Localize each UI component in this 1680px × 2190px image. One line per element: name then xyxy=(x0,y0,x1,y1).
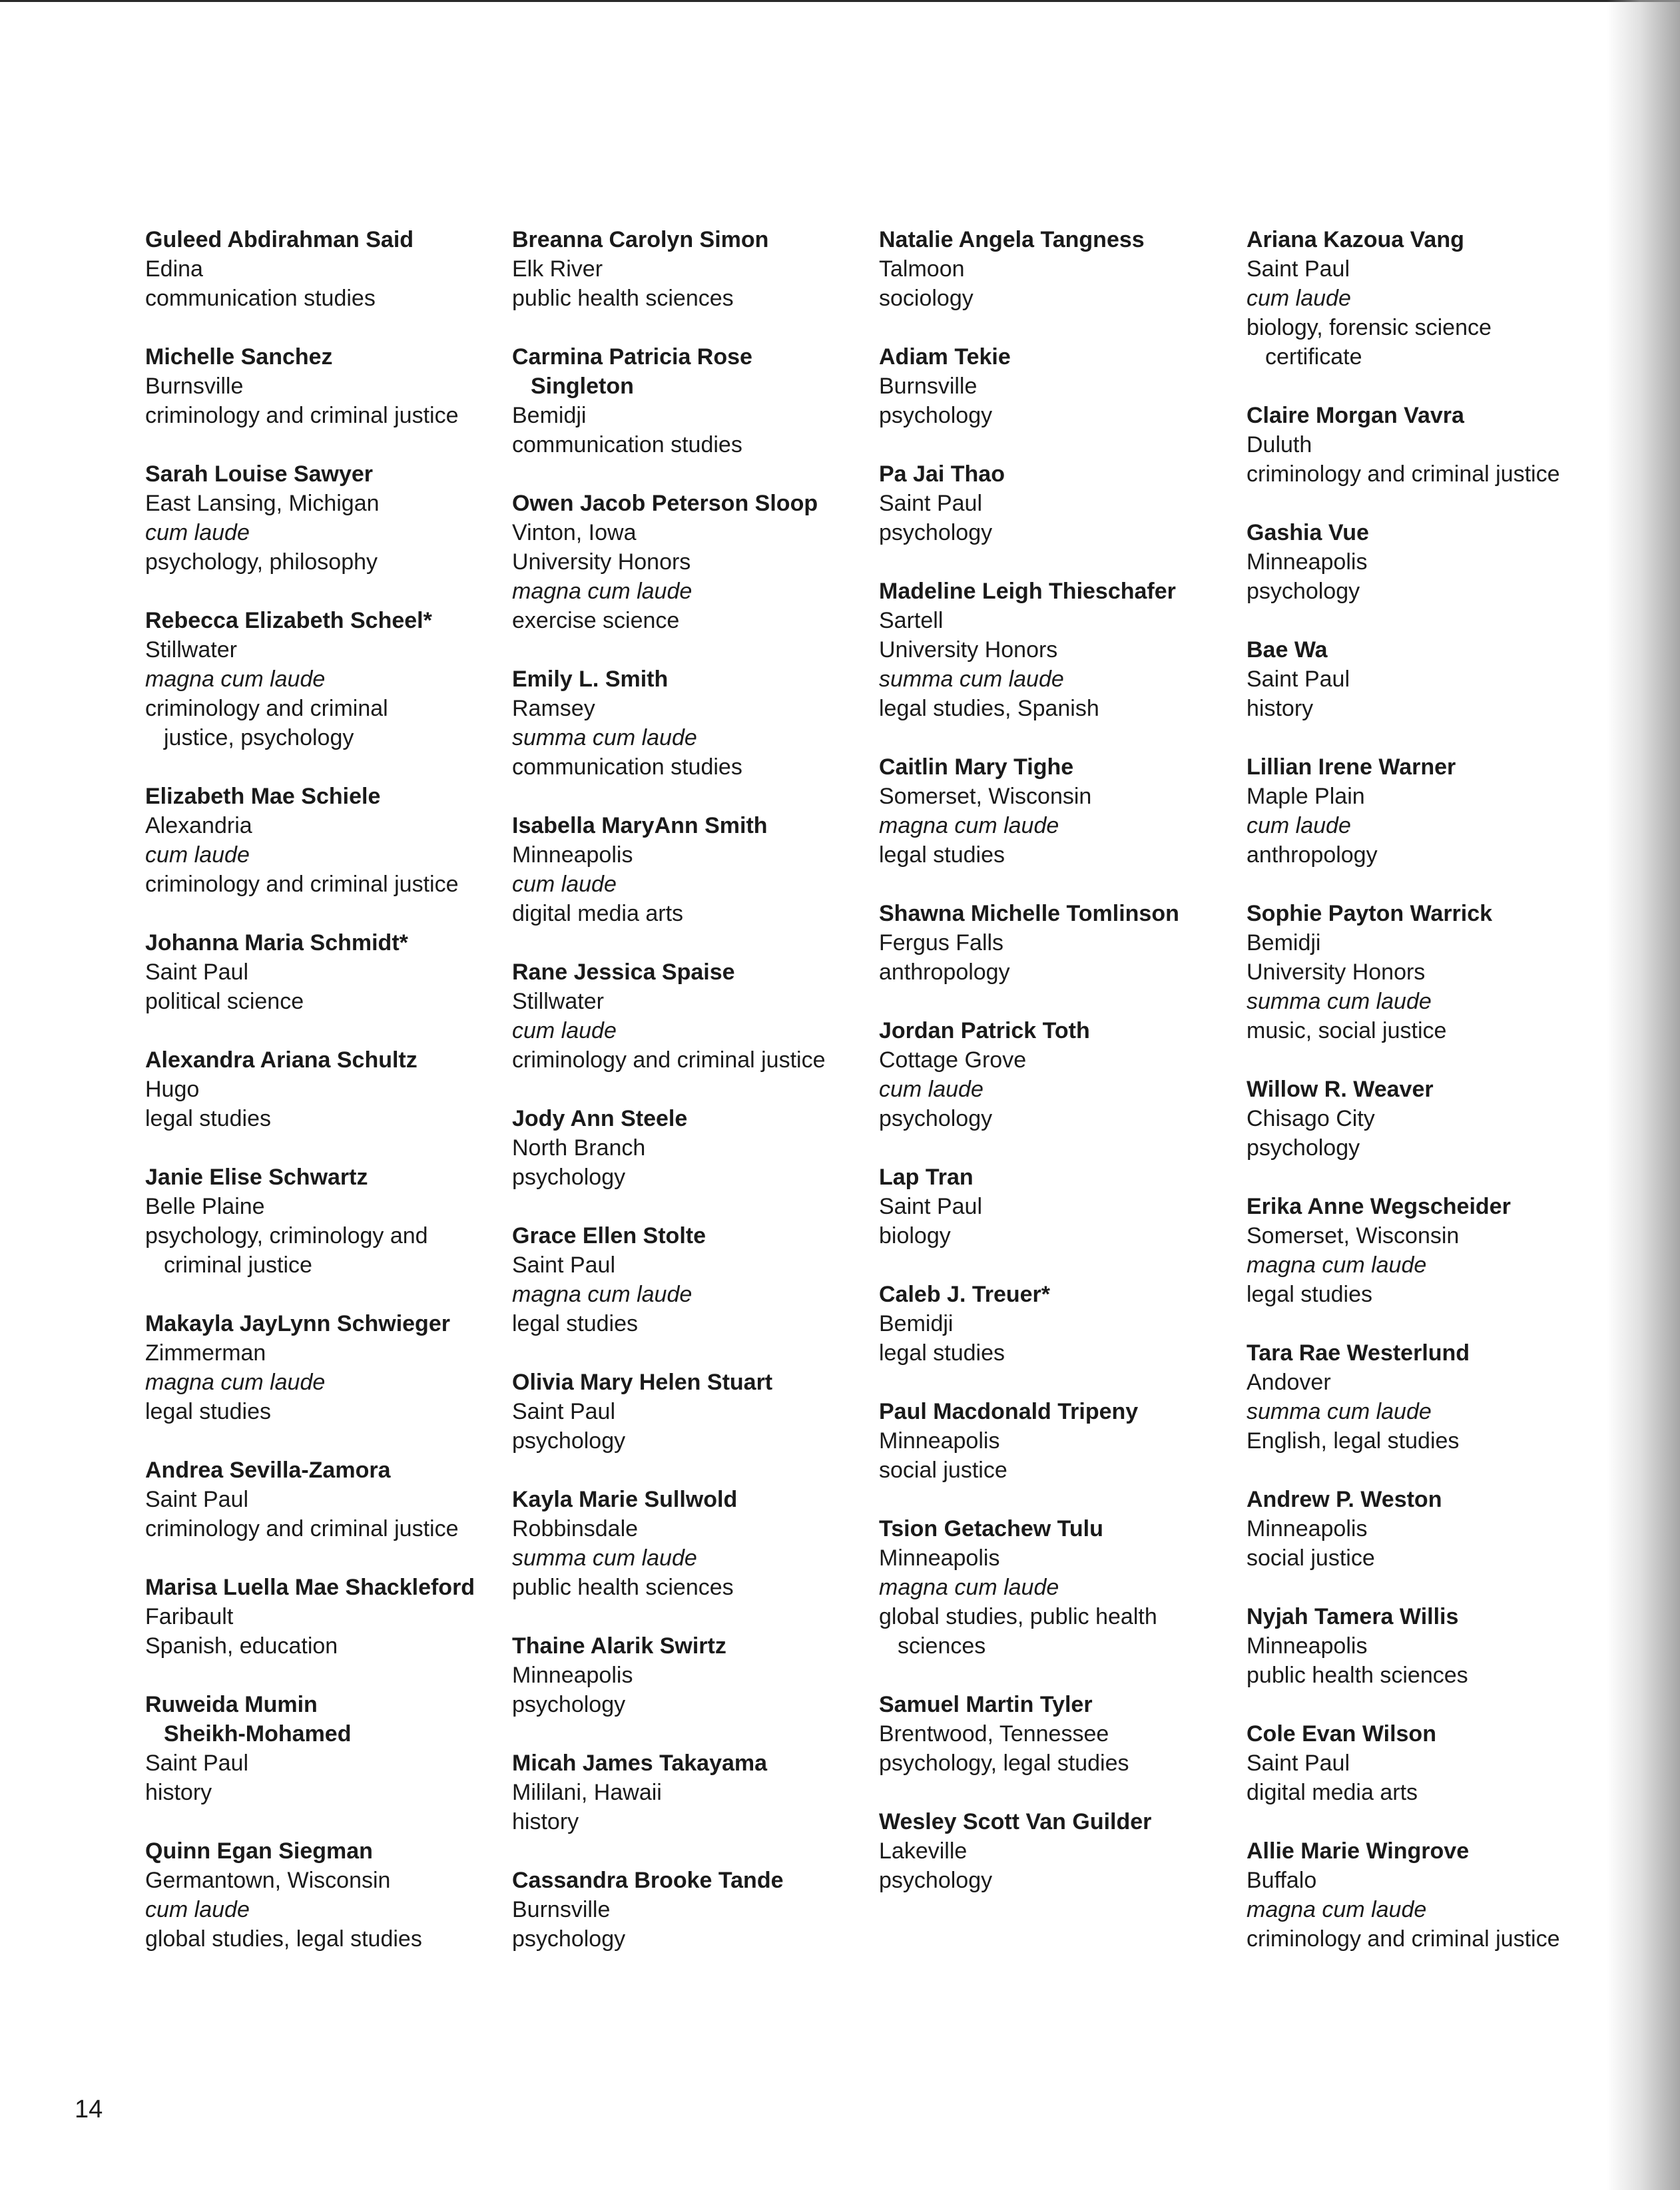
graduate-name: Jordan Patrick Toth xyxy=(879,1018,1090,1043)
graduate-major: public health sciences xyxy=(512,286,734,311)
graduate-name: Alexandra Ariana Schultz xyxy=(145,1047,418,1073)
graduate-name: Singleton xyxy=(531,374,634,399)
graduate-honor: magna cum laude xyxy=(145,1370,326,1395)
graduate-name: Wesley Scott Van Guilder xyxy=(879,1809,1152,1834)
graduate-name: Thaine Alarik Swirtz xyxy=(512,1633,726,1659)
graduate-name: Natalie Angela Tangness xyxy=(879,227,1145,252)
graduate-hometown: Burnsville xyxy=(512,1897,611,1922)
graduate-name: Cassandra Brooke Tande xyxy=(512,1868,784,1893)
graduate-hometown: Saint Paul xyxy=(879,1194,982,1219)
graduate-major: psychology, criminology and xyxy=(145,1223,428,1248)
graduate-honor: summa cum laude xyxy=(1247,1399,1432,1424)
graduate-name: Bae Wa xyxy=(1247,637,1328,663)
graduate-entry xyxy=(145,1836,518,1954)
graduate-name: Claire Morgan Vavra xyxy=(1247,403,1464,428)
graduate-major: anthropology xyxy=(1247,842,1378,868)
graduate-major: anthropology xyxy=(879,959,1010,985)
graduate-hometown: Saint Paul xyxy=(512,1252,615,1278)
graduate-major: biology, forensic science xyxy=(1247,315,1492,340)
graduate-hometown: Alexandria xyxy=(145,813,252,838)
graduate-hometown: Minneapolis xyxy=(1247,1516,1368,1541)
graduate-name: Pa Jai Thao xyxy=(879,461,1005,487)
graduate-hometown: Faribault xyxy=(145,1604,234,1629)
graduate-name: Allie Marie Wingrove xyxy=(1247,1838,1470,1864)
graduate-entry xyxy=(1247,1075,1619,1163)
graduate-entry xyxy=(1247,1338,1619,1456)
graduate-name: Isabella MaryAnn Smith xyxy=(512,813,768,838)
graduate-hometown: Fergus Falls xyxy=(879,930,1004,956)
graduate-major: criminology and criminal xyxy=(145,696,388,721)
graduate-major: criminology and criminal justice xyxy=(1247,461,1560,487)
graduate-major: criminal justice xyxy=(164,1252,312,1278)
graduate-entry xyxy=(879,342,1252,430)
graduate-major: global studies, public health xyxy=(879,1604,1157,1629)
graduate-hometown: Buffalo xyxy=(1247,1868,1317,1893)
graduate-honor: cum laude xyxy=(512,872,617,897)
graduate-major: sociology xyxy=(879,286,974,311)
graduate-entry xyxy=(512,225,885,313)
graduate-major: music, social justice xyxy=(1247,1018,1447,1043)
graduate-major: English, legal studies xyxy=(1247,1428,1460,1454)
graduate-major: biology xyxy=(879,1223,951,1248)
graduate-name: Andrew P. Weston xyxy=(1247,1487,1442,1512)
graduate-major: psychology xyxy=(512,1165,626,1190)
graduate-entry xyxy=(1247,1485,1619,1573)
graduate-major: legal studies, Spanish xyxy=(879,696,1099,721)
graduate-hometown: Somerset, Wisconsin xyxy=(879,784,1092,809)
graduate-column-1 xyxy=(145,225,518,1983)
graduate-name: Breanna Carolyn Simon xyxy=(512,227,769,252)
graduate-hometown: Bemidji xyxy=(512,403,587,428)
graduate-hometown: Duluth xyxy=(1247,432,1312,457)
graduate-entry xyxy=(145,225,518,313)
graduate-entry xyxy=(1247,1602,1619,1690)
graduate-hometown: Saint Paul xyxy=(512,1399,615,1424)
graduate-major: history xyxy=(512,1809,579,1834)
graduate-major: digital media arts xyxy=(512,901,684,926)
graduate-major: history xyxy=(145,1780,212,1805)
graduate-hometown: Cottage Grove xyxy=(879,1047,1027,1073)
graduate-major: criminology and criminal justice xyxy=(1247,1926,1560,1952)
graduate-major: digital media arts xyxy=(1247,1780,1418,1805)
graduate-major: criminology and criminal justice xyxy=(145,1516,459,1541)
graduate-name: Quinn Egan Siegman xyxy=(145,1838,373,1864)
graduate-entry xyxy=(1247,518,1619,606)
graduate-program: University Honors xyxy=(1247,959,1426,985)
graduate-name: Sophie Payton Warrick xyxy=(1247,901,1493,926)
graduate-honor: magna cum laude xyxy=(512,1282,693,1307)
graduate-entry xyxy=(1247,1192,1619,1309)
graduate-hometown: Bemidji xyxy=(1247,930,1321,956)
graduate-name: Ariana Kazoua Vang xyxy=(1247,227,1464,252)
graduate-hometown: Somerset, Wisconsin xyxy=(1247,1223,1460,1248)
graduate-entry xyxy=(1247,899,1619,1045)
graduate-name: Grace Ellen Stolte xyxy=(512,1223,706,1248)
graduate-name: Emily L. Smith xyxy=(512,667,669,692)
graduate-entry xyxy=(879,225,1252,313)
graduate-major: communication studies xyxy=(145,286,376,311)
graduate-major: communication studies xyxy=(512,432,742,457)
graduate-name: Willow R. Weaver xyxy=(1247,1077,1434,1102)
graduate-entry xyxy=(1247,1836,1619,1954)
graduate-honor: summa cum laude xyxy=(1247,989,1432,1014)
graduate-entry xyxy=(879,1163,1252,1250)
graduate-hometown: Stillwater xyxy=(512,989,604,1014)
graduate-major: psychology xyxy=(879,1868,993,1893)
graduate-major: public health sciences xyxy=(512,1575,734,1600)
graduate-entry xyxy=(879,1690,1252,1778)
graduate-entry xyxy=(879,899,1252,987)
graduate-hometown: Germantown, Wisconsin xyxy=(145,1868,391,1893)
graduate-name: Cole Evan Wilson xyxy=(1247,1721,1436,1747)
graduate-name: Lillian Irene Warner xyxy=(1247,754,1456,780)
graduate-name: Sheikh-Mohamed xyxy=(164,1721,352,1747)
graduate-name: Gashia Vue xyxy=(1247,520,1369,545)
graduate-honor: magna cum laude xyxy=(1247,1252,1427,1278)
graduate-major: psychology xyxy=(879,1106,993,1131)
graduate-hometown: Lakeville xyxy=(879,1838,968,1864)
graduate-major: political science xyxy=(145,989,304,1014)
graduate-honor: cum laude xyxy=(145,842,250,868)
graduate-major: psychology xyxy=(1247,1135,1360,1161)
graduate-hometown: North Branch xyxy=(512,1135,646,1161)
graduate-entry xyxy=(879,1016,1252,1133)
graduate-column-4 xyxy=(1247,225,1619,1983)
graduate-honor: magna cum laude xyxy=(512,579,693,604)
graduate-entry xyxy=(879,1280,1252,1368)
graduate-name: Makayla JayLynn Schwieger xyxy=(145,1311,450,1336)
graduate-name: Olivia Mary Helen Stuart xyxy=(512,1370,773,1395)
graduate-hometown: Saint Paul xyxy=(1247,1751,1350,1776)
graduate-hometown: Stillwater xyxy=(145,637,237,663)
graduate-entry xyxy=(145,606,518,752)
graduate-honor: summa cum laude xyxy=(512,725,697,750)
graduate-name: Guleed Abdirahman Said xyxy=(145,227,414,252)
graduate-entry xyxy=(512,1631,885,1719)
graduate-column-2 xyxy=(512,225,885,1983)
graduate-hometown: Talmoon xyxy=(879,256,965,282)
graduate-honor: cum laude xyxy=(879,1077,983,1102)
graduate-hometown: Zimmerman xyxy=(145,1340,266,1366)
graduate-entry xyxy=(512,489,885,635)
graduate-name: Caitlin Mary Tighe xyxy=(879,754,1074,780)
graduate-entry xyxy=(145,1690,518,1807)
graduate-name: Rebecca Elizabeth Scheel* xyxy=(145,608,432,633)
graduate-entry xyxy=(879,459,1252,547)
graduate-major: criminology and criminal justice xyxy=(512,1047,826,1073)
graduate-program: University Honors xyxy=(512,549,691,575)
graduate-name: Caleb J. Treuer* xyxy=(879,1282,1051,1307)
graduate-honor: cum laude xyxy=(145,520,250,545)
graduate-entry xyxy=(879,577,1252,723)
graduate-hometown: Minneapolis xyxy=(879,1545,1000,1571)
graduate-entry xyxy=(879,1514,1252,1661)
graduate-major: legal studies xyxy=(145,1399,272,1424)
graduate-entry xyxy=(512,1749,885,1836)
graduate-name: Ruweida Mumin xyxy=(145,1692,318,1717)
graduate-major: public health sciences xyxy=(1247,1663,1468,1688)
graduate-hometown: Sartell xyxy=(879,608,944,633)
graduate-entry xyxy=(1247,635,1619,723)
graduate-hometown: Brentwood, Tennessee xyxy=(879,1721,1109,1747)
graduate-name: Owen Jacob Peterson Sloop xyxy=(512,491,818,516)
graduate-name: Tara Rae Westerlund xyxy=(1247,1340,1470,1366)
graduate-name: Micah James Takayama xyxy=(512,1751,768,1776)
graduate-entry xyxy=(512,958,885,1075)
graduate-major: communication studies xyxy=(512,754,742,780)
graduate-major: psychology, legal studies xyxy=(879,1751,1129,1776)
graduate-hometown: Edina xyxy=(145,256,203,282)
graduate-major: legal studies xyxy=(512,1311,639,1336)
graduate-major: psychology xyxy=(512,1428,626,1454)
graduate-name: Erika Anne Wegscheider xyxy=(1247,1194,1511,1219)
graduate-name: Tsion Getachew Tulu xyxy=(879,1516,1103,1541)
graduate-major: global studies, legal studies xyxy=(145,1926,422,1952)
graduate-honor: magna cum laude xyxy=(1247,1897,1427,1922)
graduate-hometown: Hugo xyxy=(145,1077,200,1102)
graduate-honor: magna cum laude xyxy=(145,667,326,692)
graduate-major: exercise science xyxy=(512,608,680,633)
graduate-major: psychology, philosophy xyxy=(145,549,378,575)
graduate-major: sciences xyxy=(898,1633,986,1659)
graduate-entry xyxy=(1247,225,1619,372)
graduate-hometown: Saint Paul xyxy=(1247,667,1350,692)
graduate-major: legal studies xyxy=(145,1106,272,1131)
graduate-entry xyxy=(145,342,518,430)
graduate-name: Lap Tran xyxy=(879,1165,974,1190)
graduate-hometown: East Lansing, Michigan xyxy=(145,491,380,516)
graduate-hometown: Saint Paul xyxy=(1247,256,1350,282)
graduate-honor: summa cum laude xyxy=(512,1545,697,1571)
graduate-honor: cum laude xyxy=(1247,813,1351,838)
graduate-hometown: Andover xyxy=(1247,1370,1331,1395)
graduate-honor: magna cum laude xyxy=(879,1575,1059,1600)
graduate-entry xyxy=(512,665,885,782)
graduate-entry xyxy=(1247,1719,1619,1807)
graduate-honor: summa cum laude xyxy=(879,667,1064,692)
graduate-program: University Honors xyxy=(879,637,1058,663)
graduate-major: certificate xyxy=(1265,344,1362,370)
graduate-entry xyxy=(879,1397,1252,1485)
graduate-hometown: Burnsville xyxy=(879,374,978,399)
graduate-entry xyxy=(512,1485,885,1602)
graduate-entry xyxy=(145,1163,518,1280)
graduate-hometown: Chisago City xyxy=(1247,1106,1375,1131)
graduate-hometown: Saint Paul xyxy=(145,1751,248,1776)
graduate-major: psychology xyxy=(879,520,993,545)
graduate-entry xyxy=(512,1368,885,1456)
graduate-hometown: Elk River xyxy=(512,256,603,282)
graduate-name: Carmina Patricia Rose xyxy=(512,344,752,370)
graduate-name: Madeline Leigh Thieschafer xyxy=(879,579,1176,604)
graduate-name: Elizabeth Mae Schiele xyxy=(145,784,381,809)
graduate-hometown: Belle Plaine xyxy=(145,1194,265,1219)
graduate-entry xyxy=(145,1309,518,1426)
graduate-major: psychology xyxy=(879,403,993,428)
graduate-entry xyxy=(512,1104,885,1192)
graduate-major: justice, psychology xyxy=(164,725,354,750)
graduate-entry xyxy=(145,782,518,899)
graduate-name: Samuel Martin Tyler xyxy=(879,1692,1093,1717)
page-number: 14 xyxy=(75,2095,103,2123)
graduate-major: psychology xyxy=(512,1692,626,1717)
graduate-major: criminology and criminal justice xyxy=(145,403,459,428)
graduate-major: psychology xyxy=(512,1926,626,1952)
graduate-hometown: Minneapolis xyxy=(512,842,633,868)
graduate-major: social justice xyxy=(879,1458,1007,1483)
graduate-name: Nyjah Tamera Willis xyxy=(1247,1604,1459,1629)
graduate-hometown: Bemidji xyxy=(879,1311,954,1336)
graduate-hometown: Saint Paul xyxy=(879,491,982,516)
graduate-entry xyxy=(145,459,518,577)
graduate-name: Jody Ann Steele xyxy=(512,1106,688,1131)
graduate-name: Johanna Maria Schmidt* xyxy=(145,930,408,956)
graduate-honor: cum laude xyxy=(512,1018,617,1043)
graduate-major: criminology and criminal justice xyxy=(145,872,459,897)
graduate-entry xyxy=(879,1807,1252,1895)
graduate-entry xyxy=(145,1045,518,1133)
graduate-hometown: Mililani, Hawaii xyxy=(512,1780,662,1805)
graduate-hometown: Saint Paul xyxy=(145,959,248,985)
top-rule xyxy=(0,0,1680,2)
graduate-entry xyxy=(879,752,1252,870)
graduate-major: psychology xyxy=(1247,579,1360,604)
graduate-hometown: Burnsville xyxy=(145,374,244,399)
graduate-entry xyxy=(1247,401,1619,489)
graduate-name: Andrea Sevilla-Zamora xyxy=(145,1458,391,1483)
graduate-major: legal studies xyxy=(1247,1282,1373,1307)
graduate-honor: magna cum laude xyxy=(879,813,1059,838)
graduate-name: Sarah Louise Sawyer xyxy=(145,461,374,487)
graduate-entry xyxy=(145,1573,518,1661)
graduate-honor: cum laude xyxy=(1247,286,1351,311)
graduate-entry xyxy=(512,1221,885,1338)
graduate-name: Michelle Sanchez xyxy=(145,344,333,370)
graduate-entry xyxy=(512,342,885,459)
graduate-name: Shawna Michelle Tomlinson xyxy=(879,901,1179,926)
graduate-hometown: Minneapolis xyxy=(1247,1633,1368,1659)
graduate-hometown: Saint Paul xyxy=(145,1487,248,1512)
graduate-hometown: Robbinsdale xyxy=(512,1516,639,1541)
graduate-major: history xyxy=(1247,696,1314,721)
graduate-name: Marisa Luella Mae Shackleford xyxy=(145,1575,475,1600)
graduate-major: legal studies xyxy=(879,1340,1005,1366)
graduate-hometown: Minneapolis xyxy=(512,1663,633,1688)
graduate-name: Adiam Tekie xyxy=(879,344,1011,370)
graduate-name: Janie Elise Schwartz xyxy=(145,1165,368,1190)
graduate-entry xyxy=(145,1456,518,1543)
graduate-entry xyxy=(145,928,518,1016)
graduate-entry xyxy=(1247,752,1619,870)
graduate-hometown: Maple Plain xyxy=(1247,784,1365,809)
graduate-entry xyxy=(512,811,885,928)
graduate-name: Paul Macdonald Tripeny xyxy=(879,1399,1139,1424)
graduate-column-3 xyxy=(879,225,1252,1924)
graduate-name: Kayla Marie Sullwold xyxy=(512,1487,738,1512)
graduate-honor: cum laude xyxy=(145,1897,250,1922)
graduate-major: legal studies xyxy=(879,842,1005,868)
graduate-major: social justice xyxy=(1247,1545,1375,1571)
graduate-hometown: Vinton, Iowa xyxy=(512,520,637,545)
graduate-hometown: Minneapolis xyxy=(1247,549,1368,575)
graduate-hometown: Ramsey xyxy=(512,696,595,721)
graduate-name: Rane Jessica Spaise xyxy=(512,959,735,985)
graduate-major: Spanish, education xyxy=(145,1633,338,1659)
graduate-hometown: Minneapolis xyxy=(879,1428,1000,1454)
graduate-entry xyxy=(512,1866,885,1954)
